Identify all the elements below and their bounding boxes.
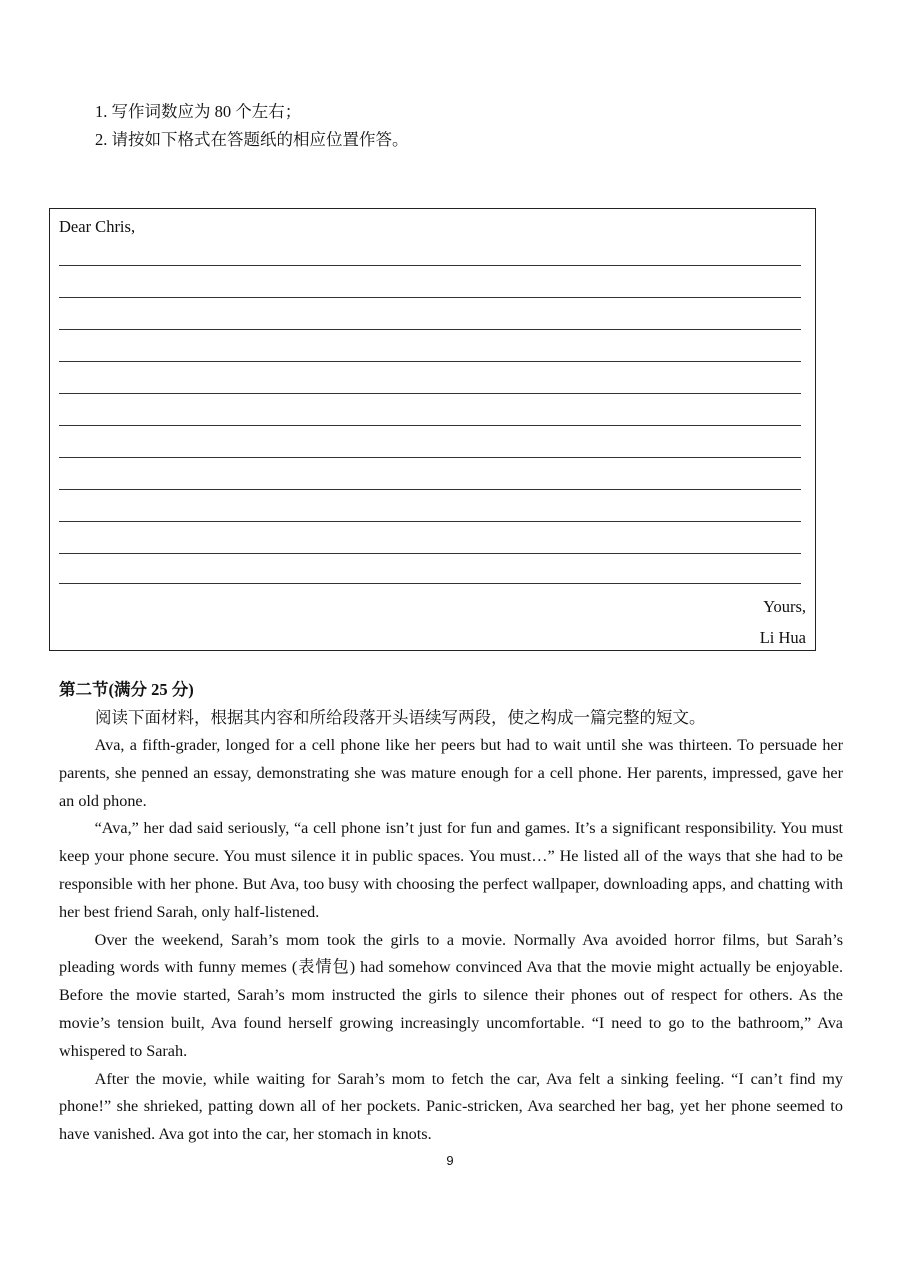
letter-closing: Yours, <box>763 597 806 616</box>
story-text <box>59 732 843 1149</box>
letter-signature: Li Hua <box>759 628 806 647</box>
story-paragraph: After the movie, while waiting for Sarah’s mom to fetch the car, Ava felt a sinking feeling. “I can’t find my phone!” she shrieked, patting down all of her pockets. Panic-stricken, Ava searched her bag, yet her phone seemed to have vanished. Ava got into the car, her stomach in knots. <box>59 1069 843 1144</box>
section-instruction: 阅读下面材料，根据其内容和所给段落开头语续写两段，使之构成一篇完整的短文。 <box>95 708 706 727</box>
writing-line[interactable] <box>59 329 801 330</box>
letter-salutation: Dear Chris, <box>59 217 136 236</box>
writing-line[interactable] <box>59 521 801 522</box>
writing-line[interactable] <box>59 297 801 298</box>
story-paragraph: Ava, a fifth-grader, longed for a cell phone like her peers but had to wait until she was thirteen. To persuade her parents, she penned an essay, demonstrating she was mature enough for a cell phone. Her parents, impressed, gave her an old phone. <box>59 736 843 810</box>
writing-line[interactable] <box>59 553 801 554</box>
story-paragraph: “Ava,” her dad said seriously, “a cell phone isn’t just for fun and games. It’s a significant responsibility. You must keep your phone secure. You must silence it in public spaces. You must…” He listed all of the ways that she had to be responsible with her phone. But Ava, too busy with choosing the perfect wallpaper, downloading apps, and chatting with her best friend Sarah, only half-listened. <box>59 819 843 921</box>
writing-line[interactable] <box>59 583 801 584</box>
requirement-answer-format: 2. 请按如下格式在答题纸的相应位置作答。 <box>95 130 409 149</box>
writing-line[interactable] <box>59 489 801 490</box>
page-number: 9 <box>446 1153 454 1168</box>
story-paragraph: Over the weekend, Sarah’s mom took the girls to a movie. Normally Ava avoided horror films, but Sarah’s pleading words with funny memes (表情包) had somehow convinced Ava that the movie might actually be enjoyable. Before the movie started, Sarah’s mom instructed the girls to silence their phones out of respect for others. As the movie’s tension built, Ava found herself growing increasingly uncomfortable. “I need to go to the bathroom,” Ava whispered to Sarah. <box>59 930 843 1060</box>
section-title: 第二节(满分 25 分) <box>59 680 194 699</box>
letter-answer-box <box>49 208 816 651</box>
writing-line[interactable] <box>59 457 801 458</box>
writing-line[interactable] <box>59 393 801 394</box>
requirement-word-count: 1. 写作词数应为 80 个左右； <box>95 102 302 121</box>
writing-line[interactable] <box>59 265 801 266</box>
writing-line[interactable] <box>59 361 801 362</box>
writing-line[interactable] <box>59 425 801 426</box>
